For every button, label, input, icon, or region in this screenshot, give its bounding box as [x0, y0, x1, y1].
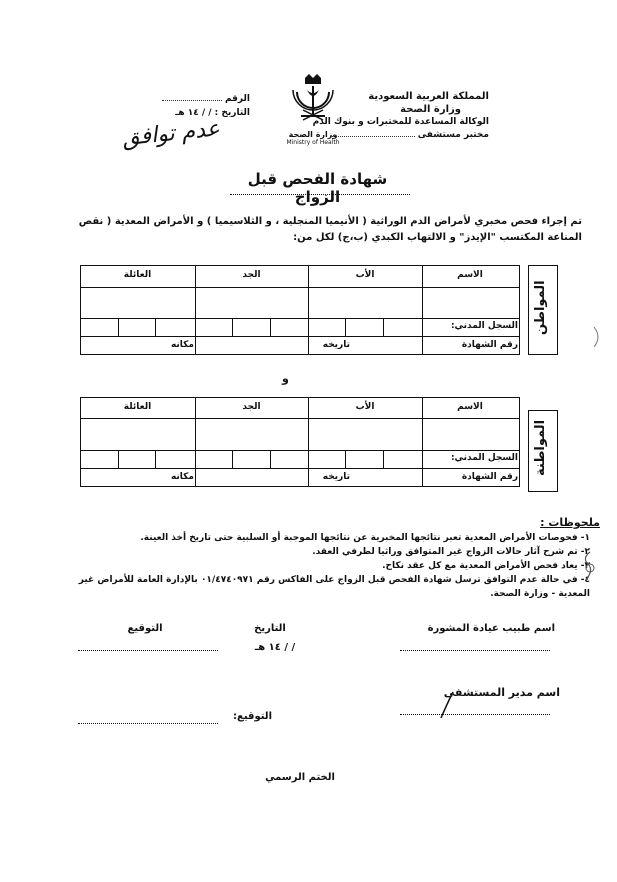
- date-label: التاريخ: [254, 623, 286, 634]
- civil-label-2: السجل المدني:: [450, 453, 518, 463]
- col-father-1: الأب: [355, 270, 375, 280]
- sign-date-value: / / ١٤ هـ: [254, 642, 296, 653]
- handwritten-note: عدم توافق: [121, 116, 221, 152]
- notes-title: ملحوظات :: [540, 516, 600, 529]
- col-family-1: العائلة: [123, 270, 152, 280]
- note-item: ٣- يعاد فحص الأمراض المعدية مع كل عقد نكاح.: [382, 561, 590, 571]
- logo-ar: وزارة الصحة: [288, 130, 338, 139]
- director-sign-label: التوقيع:: [233, 711, 272, 722]
- emblem-icon: [283, 72, 343, 130]
- logo-en: Ministry of Health: [286, 139, 340, 146]
- number-label: الرقم: [224, 94, 250, 104]
- notes-list: [60, 531, 590, 601]
- agency-text: الوكالة المساعدة للمختبرات و بنوك الدم: [312, 117, 489, 127]
- date-value: / / ١٤ هـ: [175, 108, 212, 118]
- col-name-1: الاسم: [457, 270, 483, 280]
- date-line: التاريخ : / / ١٤ هـ: [175, 108, 250, 118]
- intro-text: تم إجراء فحص مخبري لأمراض الدم الوراثية ( الأنيميا المنجلية ، و الثلاسيميا ) و الأمراض المعدية ( نقص المناعة المكتسب "الإيدز" و الالتهاب الكبدي (ب،ج) لكل من:: [78, 216, 582, 243]
- sign-label: التوقيع: [127, 623, 163, 634]
- col-grandfather-1: الجد: [242, 270, 261, 280]
- cert-label-1: رقم الشهادة: [461, 340, 518, 350]
- col-father-2: الأب: [355, 402, 375, 412]
- margin-bracket-icon: [592, 325, 606, 349]
- cert-label-2: رقم الشهادة: [461, 472, 518, 482]
- page-title: شهادة الفحص قبل الزواج: [247, 170, 388, 206]
- side-label-1: المواطن: [533, 280, 548, 335]
- ministry-text: وزارة الصحة: [400, 104, 461, 115]
- col-name-2: الاسم: [457, 402, 483, 412]
- cert-place-label-2: مكانه: [170, 472, 194, 482]
- doctor-label: اسم طبيب عيادة المشورة: [427, 623, 555, 634]
- cert-date-label-1: تاريخه: [322, 340, 350, 350]
- col-family-2: العائلة: [123, 402, 152, 412]
- cert-date-label-2: تاريخه: [322, 472, 350, 482]
- director-name-field[interactable]: [400, 714, 550, 715]
- lab-label: مختبر مستشفى: [417, 130, 489, 140]
- kingdom-text: المملكة العربية السعودية: [368, 91, 489, 102]
- title-underline: [230, 193, 410, 195]
- note-item: ٤- في حالة عدم التوافق ترسل شهادة الفحص قبل الزواج على الفاكس رقم ٠١/٤٧٤٠٩٧١ بالإدارة العامة للأمراض غير المعدية - وزارة الصحة.: [78, 575, 590, 599]
- header-left-block: [140, 92, 250, 120]
- cert-place-label-1: مكانه: [170, 340, 194, 350]
- official-stamp-label: الختم الرسمي: [265, 772, 335, 783]
- doctor-name-field[interactable]: [400, 650, 550, 651]
- number-field[interactable]: [162, 100, 222, 101]
- note-item: ١- فحوصات الأمراض المعدية تعبر نتائجها المخبرية عن نتائجها الموجبة أو السلبية حتى تاريخ أخذ العينة.: [140, 533, 590, 543]
- director-label: اسم مدير المستشفى: [443, 686, 560, 699]
- note-item: ٢- تم شرح آثار حالات الزواج غير المتوافق وراثيا لطرفي العقد.: [312, 547, 590, 557]
- ministry-logo: [283, 72, 343, 152]
- doctor-sign-field[interactable]: [78, 650, 218, 651]
- and-text: و: [282, 372, 289, 385]
- col-grandfather-2: الجد: [242, 402, 261, 412]
- side-label-2: المواطنة: [533, 420, 548, 477]
- director-sign-field[interactable]: [78, 723, 218, 724]
- number-line: [140, 92, 250, 106]
- signature-mark-icon: [435, 690, 457, 720]
- margin-mark-icon: [578, 548, 598, 584]
- civil-label-1: السجل المدني:: [450, 321, 518, 331]
- date-label: التاريخ: [221, 108, 250, 118]
